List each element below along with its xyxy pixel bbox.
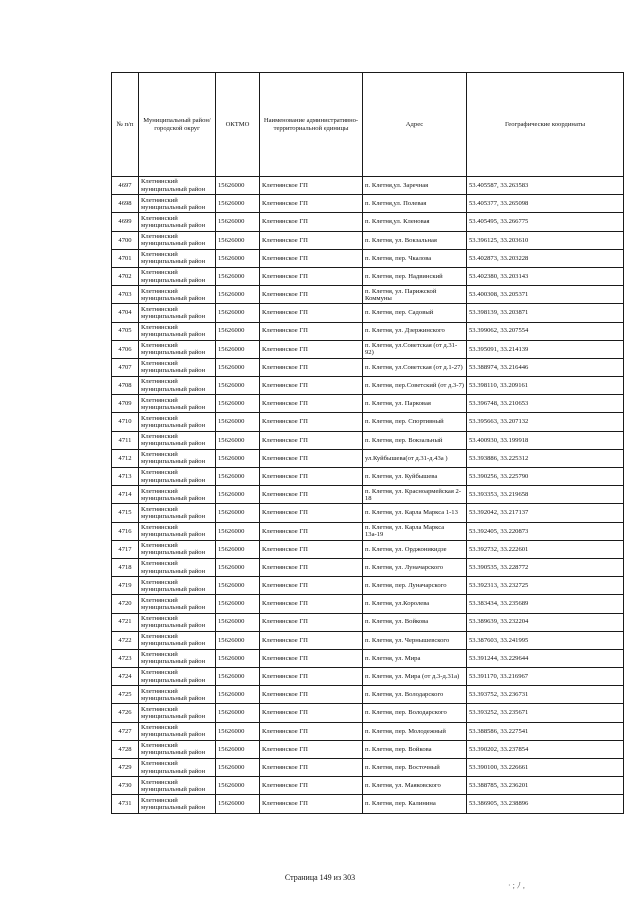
table-row (112, 377, 624, 395)
cell-num: 4728 (112, 740, 139, 758)
cell-address: п. Клетня, ул. Красноармейская 2-18 (363, 486, 467, 504)
cell-num: 4698 (112, 195, 139, 213)
table-row (112, 668, 624, 686)
cell-district: Клетнянский муниципальный район (139, 540, 216, 558)
cell-oktmo: 15626000 (216, 286, 260, 304)
cell-oktmo: 15626000 (216, 504, 260, 522)
cell-unit: Клетнянское ГП (260, 195, 363, 213)
cell-unit: Клетнянское ГП (260, 777, 363, 795)
cell-num: 4712 (112, 449, 139, 467)
cell-coords: 53.398110, 33.209161 (467, 377, 624, 395)
table-row (112, 540, 624, 558)
cell-address: п. Клетня, пер. Чкалова (363, 249, 467, 267)
cell-address: п. Клетня, пер. Володарского (363, 704, 467, 722)
cell-oktmo: 15626000 (216, 468, 260, 486)
cell-num: 4706 (112, 340, 139, 358)
cell-unit: Клетнянское ГП (260, 613, 363, 631)
cell-num: 4726 (112, 704, 139, 722)
table-row (112, 231, 624, 249)
table-row (112, 704, 624, 722)
table-row (112, 177, 624, 195)
table-row (112, 686, 624, 704)
cell-coords: 53.400308, 33.205371 (467, 286, 624, 304)
table-row (112, 486, 624, 504)
cell-coords: 53.398139, 33.203871 (467, 304, 624, 322)
cell-address: п. Клетня, ул. Мира (363, 649, 467, 667)
table-row (112, 795, 624, 813)
cell-unit: Клетнянское ГП (260, 377, 363, 395)
cell-address: п. Клетня,ул. Полевая (363, 195, 467, 213)
cell-address: п. Клетня, ул. Войкова (363, 613, 467, 631)
cell-unit: Клетнянское ГП (260, 595, 363, 613)
cell-unit: Клетнянское ГП (260, 413, 363, 431)
table-row (112, 777, 624, 795)
cell-district: Клетнянский муниципальный район (139, 413, 216, 431)
table-row (112, 722, 624, 740)
cell-num: 4707 (112, 358, 139, 376)
cell-oktmo: 15626000 (216, 522, 260, 540)
cell-address: п. Клетня, пер. Луначарского (363, 577, 467, 595)
cell-coords: 53.388974, 33.216446 (467, 358, 624, 376)
cell-oktmo: 15626000 (216, 777, 260, 795)
cell-num: 4699 (112, 213, 139, 231)
header-address: Адрес (363, 73, 467, 177)
cell-unit: Клетнянское ГП (260, 249, 363, 267)
table-row (112, 286, 624, 304)
header-oktmo: ОКТМО (216, 73, 260, 177)
table-row (112, 595, 624, 613)
cell-oktmo: 15626000 (216, 377, 260, 395)
cell-oktmo: 15626000 (216, 322, 260, 340)
cell-address: п. Клетня, ул. Чернышевского (363, 631, 467, 649)
cell-num: 4719 (112, 577, 139, 595)
cell-num: 4708 (112, 377, 139, 395)
cell-address: п. Клетня, ул. Мира (от д.3-д.31а) (363, 668, 467, 686)
cell-address: п. Клетня, пер. Молодежный (363, 722, 467, 740)
cell-num: 4723 (112, 649, 139, 667)
table-row (112, 213, 624, 231)
cell-unit: Клетнянское ГП (260, 759, 363, 777)
table-row (112, 304, 624, 322)
cell-unit: Клетнянское ГП (260, 468, 363, 486)
cell-address: п. Клетня, ул. Карла Маркса 13а-19 (363, 522, 467, 540)
cell-district: Клетнянский муниципальный район (139, 195, 216, 213)
cell-coords: 53.393886, 33.225312 (467, 449, 624, 467)
cell-num: 4710 (112, 413, 139, 431)
cell-oktmo: 15626000 (216, 722, 260, 740)
cell-coords: 53.387603, 33.241995 (467, 631, 624, 649)
table-row (112, 340, 624, 358)
cell-coords: 53.393353, 33.219658 (467, 486, 624, 504)
cell-district: Клетнянский муниципальный район (139, 777, 216, 795)
cell-coords: 53.392405, 33.220873 (467, 522, 624, 540)
cell-address: п. Клетня, пер. Войкова (363, 740, 467, 758)
cell-oktmo: 15626000 (216, 704, 260, 722)
cell-district: Клетнянский муниципальный район (139, 722, 216, 740)
cell-coords: 53.390535, 33.228772 (467, 558, 624, 576)
cell-address: ул.Куйбышева(от д.31-д.43а ) (363, 449, 467, 467)
cell-coords: 53.392042, 33.217137 (467, 504, 624, 522)
table-row (112, 413, 624, 431)
cell-coords: 53.396748, 33.210653 (467, 395, 624, 413)
cell-unit: Клетнянское ГП (260, 395, 363, 413)
cell-oktmo: 15626000 (216, 595, 260, 613)
page-footer: Страница 149 из 303 (284, 873, 356, 882)
cell-address: п. Клетня, пер. Калинина (363, 795, 467, 813)
table-row (112, 449, 624, 467)
cell-unit: Клетнянское ГП (260, 722, 363, 740)
cell-district: Клетнянский муниципальный район (139, 668, 216, 686)
cell-coords: 53.396125, 33.203610 (467, 231, 624, 249)
cell-num: 4722 (112, 631, 139, 649)
cell-district: Клетнянский муниципальный район (139, 431, 216, 449)
cell-coords: 53.390256, 33.225790 (467, 468, 624, 486)
cell-address: п. Клетня, ул. Маяковского (363, 777, 467, 795)
cell-address: п. Клетня, пер. Спортивный (363, 413, 467, 431)
cell-address: п. Клетня, ул. Луначарского (363, 558, 467, 576)
cell-address: п. Клетня, ул.Королева (363, 595, 467, 613)
table-row (112, 631, 624, 649)
cell-unit: Клетнянское ГП (260, 322, 363, 340)
table-row (112, 613, 624, 631)
table-row (112, 395, 624, 413)
table-row (112, 759, 624, 777)
cell-coords: 53.392732, 33.222601 (467, 540, 624, 558)
cell-district: Клетнянский муниципальный район (139, 449, 216, 467)
cell-oktmo: 15626000 (216, 213, 260, 231)
cell-district: Клетнянский муниципальный район (139, 395, 216, 413)
cell-address: п. Клетня, ул. Вокзальная (363, 231, 467, 249)
table-row (112, 322, 624, 340)
table-row (112, 358, 624, 376)
cell-address: п. Клетня, ул. Орджоникидзе (363, 540, 467, 558)
cell-address: п. Клетня, ул.Советская (от д.31-92) (363, 340, 467, 358)
header-district: Муниципальный район/городской округ (139, 73, 216, 177)
cell-address: п. Клетня, ул. Парковая (363, 395, 467, 413)
cell-num: 4709 (112, 395, 139, 413)
cell-oktmo: 15626000 (216, 231, 260, 249)
table-row (112, 649, 624, 667)
cell-coords: 53.402873, 33.203228 (467, 249, 624, 267)
cell-coords: 53.395663, 33.207132 (467, 413, 624, 431)
cell-coords: 53.392313, 33.232725 (467, 577, 624, 595)
cell-coords: 53.402380, 33.203143 (467, 267, 624, 285)
cell-unit: Клетнянское ГП (260, 540, 363, 558)
cell-coords: 53.393752, 33.236731 (467, 686, 624, 704)
cell-district: Клетнянский муниципальный район (139, 340, 216, 358)
cell-unit: Клетнянское ГП (260, 686, 363, 704)
cell-address: п. Клетня,ул. Заречная (363, 177, 467, 195)
cell-district: Клетнянский муниципальный район (139, 613, 216, 631)
cell-coords: 53.405587, 33.263583 (467, 177, 624, 195)
header-num: № п/п (112, 73, 139, 177)
cell-oktmo: 15626000 (216, 267, 260, 285)
cell-oktmo: 15626000 (216, 558, 260, 576)
table-row (112, 431, 624, 449)
cell-num: 4702 (112, 267, 139, 285)
cell-oktmo: 15626000 (216, 340, 260, 358)
table-header-row (112, 73, 624, 177)
cell-unit: Клетнянское ГП (260, 668, 363, 686)
cell-coords: 53.388785, 33.236201 (467, 777, 624, 795)
cell-district: Клетнянский муниципальный район (139, 649, 216, 667)
cell-district: Клетнянский муниципальный район (139, 704, 216, 722)
cell-oktmo: 15626000 (216, 759, 260, 777)
cell-coords: 53.405377, 33.265098 (467, 195, 624, 213)
table-row (112, 267, 624, 285)
cell-num: 4716 (112, 522, 139, 540)
cell-district: Клетнянский муниципальный район (139, 267, 216, 285)
cell-coords: 53.393252, 33.235671 (467, 704, 624, 722)
cell-district: Клетнянский муниципальный район (139, 322, 216, 340)
cell-num: 4721 (112, 613, 139, 631)
cell-oktmo: 15626000 (216, 668, 260, 686)
cell-oktmo: 15626000 (216, 395, 260, 413)
cell-unit: Клетнянское ГП (260, 340, 363, 358)
table-row (112, 522, 624, 540)
table-body (112, 177, 624, 814)
cell-oktmo: 15626000 (216, 686, 260, 704)
cell-oktmo: 15626000 (216, 486, 260, 504)
cell-address: п. Клетня, пер. Садовый (363, 304, 467, 322)
cell-unit: Клетнянское ГП (260, 449, 363, 467)
cell-address: п. Клетня, ул. Дзержинского (363, 322, 467, 340)
cell-num: 4697 (112, 177, 139, 195)
cell-num: 4724 (112, 668, 139, 686)
cell-num: 4718 (112, 558, 139, 576)
cell-address: п. Клетня, пер. Надвинский (363, 267, 467, 285)
cell-address: п. Клетня, ул. Карла Маркса 1-13 (363, 504, 467, 522)
cell-unit: Клетнянское ГП (260, 649, 363, 667)
cell-unit: Клетнянское ГП (260, 631, 363, 649)
document-sheet (111, 72, 624, 814)
cell-district: Клетнянский муниципальный район (139, 286, 216, 304)
table-row (112, 740, 624, 758)
cell-num: 4714 (112, 486, 139, 504)
cell-coords: 53.391170, 33.216967 (467, 668, 624, 686)
table-row (112, 558, 624, 576)
cell-address: п. Клетня, ул. Парижской Коммуны (363, 286, 467, 304)
cell-district: Клетнянский муниципальный район (139, 468, 216, 486)
cell-district: Клетнянский муниципальный район (139, 740, 216, 758)
cell-coords: 53.386905, 33.238896 (467, 795, 624, 813)
cell-coords: 53.391244, 33.229644 (467, 649, 624, 667)
cell-oktmo: 15626000 (216, 195, 260, 213)
cell-oktmo: 15626000 (216, 613, 260, 631)
cell-address: п. Клетня,ул. Кленовая (363, 213, 467, 231)
cell-oktmo: 15626000 (216, 249, 260, 267)
cell-oktmo: 15626000 (216, 304, 260, 322)
cell-district: Клетнянский муниципальный район (139, 231, 216, 249)
cell-coords: 53.399062, 33.207554 (467, 322, 624, 340)
cell-unit: Клетнянское ГП (260, 577, 363, 595)
cell-unit: Клетнянское ГП (260, 358, 363, 376)
cell-coords: 53.405495, 33.266775 (467, 213, 624, 231)
cell-num: 4717 (112, 540, 139, 558)
cell-district: Клетнянский муниципальный район (139, 213, 216, 231)
cell-unit: Клетнянское ГП (260, 558, 363, 576)
cell-oktmo: 15626000 (216, 577, 260, 595)
cell-num: 4700 (112, 231, 139, 249)
cell-num: 4725 (112, 686, 139, 704)
cell-num: 4715 (112, 504, 139, 522)
cell-oktmo: 15626000 (216, 431, 260, 449)
cell-coords: 53.390202, 33.237854 (467, 740, 624, 758)
cell-address: п. Клетня, пер.Советский (от д.3-7) (363, 377, 467, 395)
cell-oktmo: 15626000 (216, 631, 260, 649)
cell-oktmo: 15626000 (216, 449, 260, 467)
cell-oktmo: 15626000 (216, 649, 260, 667)
cell-unit: Клетнянское ГП (260, 795, 363, 813)
cell-coords: 53.388586, 33.227541 (467, 722, 624, 740)
settlements-table (111, 72, 624, 814)
cell-oktmo: 15626000 (216, 540, 260, 558)
cell-unit: Клетнянское ГП (260, 286, 363, 304)
cell-num: 4713 (112, 468, 139, 486)
cell-district: Клетнянский муниципальный район (139, 759, 216, 777)
cell-oktmo: 15626000 (216, 413, 260, 431)
cell-district: Клетнянский муниципальный район (139, 304, 216, 322)
table-row (112, 468, 624, 486)
cell-coords: 53.395091, 33.214139 (467, 340, 624, 358)
cell-num: 4720 (112, 595, 139, 613)
cell-num: 4731 (112, 795, 139, 813)
cell-unit: Клетнянское ГП (260, 431, 363, 449)
cell-num: 4704 (112, 304, 139, 322)
cell-address: п. Клетня, ул. Володарского (363, 686, 467, 704)
cell-unit: Клетнянское ГП (260, 704, 363, 722)
cell-unit: Клетнянское ГП (260, 177, 363, 195)
cell-district: Клетнянский муниципальный район (139, 504, 216, 522)
cell-unit: Клетнянское ГП (260, 486, 363, 504)
cell-district: Клетнянский муниципальный район (139, 358, 216, 376)
cell-address: п. Клетня, пер. Восточный (363, 759, 467, 777)
cell-oktmo: 15626000 (216, 795, 260, 813)
cell-district: Клетнянский муниципальный район (139, 686, 216, 704)
header-coords: Географические координаты (467, 73, 624, 177)
cell-district: Клетнянский муниципальный район (139, 558, 216, 576)
cell-oktmo: 15626000 (216, 358, 260, 376)
table-row (112, 504, 624, 522)
cell-address: п. Клетня, ул. Куйбышева (363, 468, 467, 486)
cell-district: Клетнянский муниципальный район (139, 377, 216, 395)
table-row (112, 249, 624, 267)
cell-num: 4730 (112, 777, 139, 795)
handwritten-mark: · ; ﾉ , (508, 881, 525, 890)
cell-coords: 53.390100, 33.226661 (467, 759, 624, 777)
header-unit: Наименование административно-территориальной единицы (260, 73, 363, 177)
cell-num: 4703 (112, 286, 139, 304)
cell-unit: Клетнянское ГП (260, 304, 363, 322)
cell-district: Клетнянский муниципальный район (139, 486, 216, 504)
cell-coords: 53.383434, 33.235689 (467, 595, 624, 613)
cell-district: Клетнянский муниципальный район (139, 631, 216, 649)
table-row (112, 195, 624, 213)
cell-num: 4711 (112, 431, 139, 449)
cell-unit: Клетнянское ГП (260, 522, 363, 540)
cell-district: Клетнянский муниципальный район (139, 249, 216, 267)
cell-unit: Клетнянское ГП (260, 267, 363, 285)
cell-district: Клетнянский муниципальный район (139, 795, 216, 813)
cell-coords: 53.400930, 33.199918 (467, 431, 624, 449)
cell-num: 4701 (112, 249, 139, 267)
cell-address: п. Клетня, ул.Советская (от д.1-27) (363, 358, 467, 376)
cell-district: Клетнянский муниципальный район (139, 177, 216, 195)
cell-unit: Клетнянское ГП (260, 231, 363, 249)
table-row (112, 577, 624, 595)
cell-district: Клетнянский муниципальный район (139, 595, 216, 613)
cell-address: п. Клетня, пер. Вокзальный (363, 431, 467, 449)
cell-oktmo: 15626000 (216, 740, 260, 758)
cell-num: 4705 (112, 322, 139, 340)
cell-oktmo: 15626000 (216, 177, 260, 195)
cell-num: 4727 (112, 722, 139, 740)
cell-district: Клетнянский муниципальный район (139, 577, 216, 595)
cell-unit: Клетнянское ГП (260, 504, 363, 522)
cell-district: Клетнянский муниципальный район (139, 522, 216, 540)
cell-num: 4729 (112, 759, 139, 777)
cell-unit: Клетнянское ГП (260, 213, 363, 231)
cell-coords: 53.389639, 33.232204 (467, 613, 624, 631)
cell-unit: Клетнянское ГП (260, 740, 363, 758)
